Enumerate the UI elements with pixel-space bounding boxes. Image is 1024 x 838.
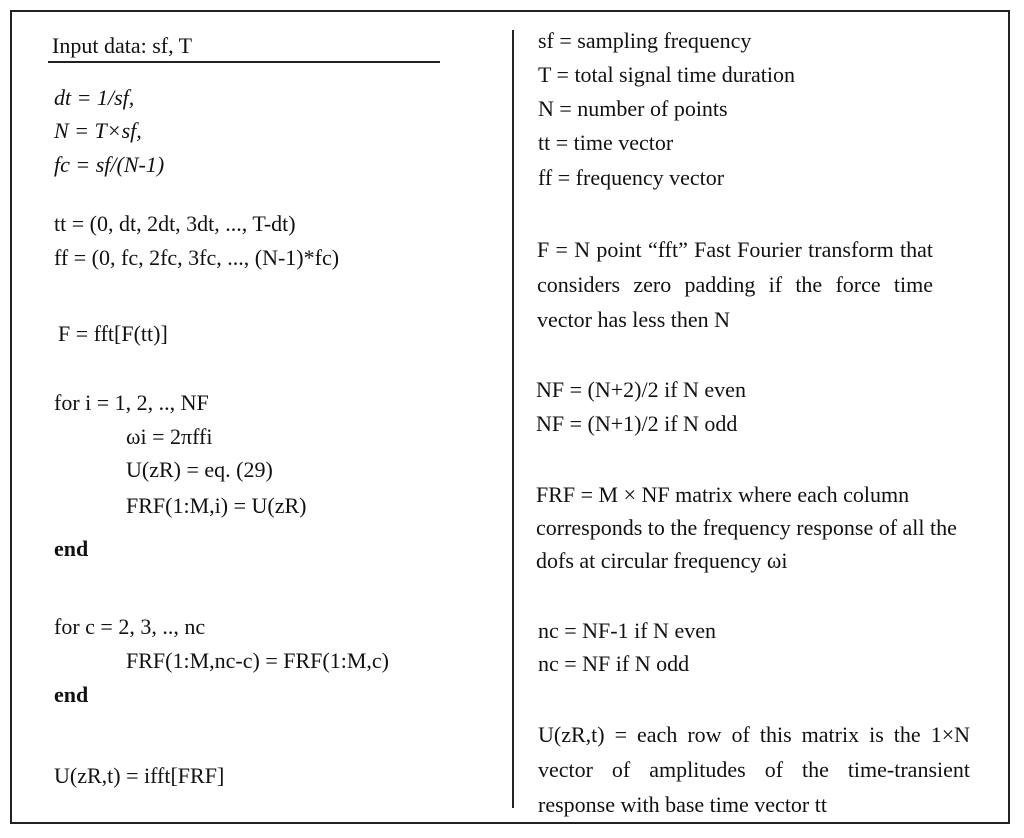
tt-line: tt = (0, dt, 2dt, 3dt, ..., T-dt)	[54, 211, 296, 236]
ff-definition: ff = frequency vector	[538, 165, 725, 190]
column-divider	[512, 30, 514, 808]
input-data-header: Input data: sf, T	[52, 33, 193, 58]
fc-line: fc = sf/(N-1)	[54, 152, 165, 177]
dt-line: dt = 1/sf,	[54, 85, 135, 110]
fbar-line: F = fft[F(tt)]	[58, 321, 168, 346]
tt-definition: tt = time vector	[538, 130, 674, 155]
end-1: end	[54, 536, 89, 561]
N-line: N = T×sf,	[54, 118, 142, 143]
end-2: end	[54, 682, 89, 707]
algorithm-box	[10, 10, 1010, 824]
for-loop-2: for c = 2, 3, .., nc	[54, 614, 206, 639]
nc-odd: nc = NF if N odd	[538, 651, 690, 676]
omega-line: ωi = 2πffi	[126, 424, 213, 449]
fft-definition: F = N point “fft” Fast Fourier transform that considers zero padding if the force time vector has less then N	[537, 237, 933, 332]
frf-copy-line: FRF(1:M,nc-c) = FRF(1:M,c)	[126, 648, 389, 673]
ubar-line: U(zR) = eq. (29)	[126, 457, 273, 482]
nc-even: nc = NF-1 if N even	[538, 618, 716, 643]
sf-definition: sf = sampling frequency	[538, 28, 752, 53]
ff-line: ff = (0, fc, 2fc, 3fc, ..., (N-1)*fc)	[54, 245, 340, 270]
U-definition: U(zR,t) = each row of this matrix is the 1×N vector of amplitudes of the time-transient response with base time vector tt	[538, 722, 970, 817]
frf-assign-line: FRF(1:M,i) = U(zR)	[126, 493, 307, 518]
frf-definition: FRF = M × NF matrix where each column corresponds to the frequency response of all the dofs at circular frequency ωi	[536, 482, 957, 573]
T-definition: T = total signal time duration	[538, 62, 796, 87]
NF-odd: NF = (N+1)/2 if N odd	[536, 411, 738, 436]
N-definition: N = number of points	[538, 96, 728, 121]
ifft-line: U(zR,t) = ifft[FRF]	[54, 763, 225, 788]
header-rule	[48, 61, 440, 63]
NF-even: NF = (N+2)/2 if N even	[536, 377, 746, 402]
for-loop-1: for i = 1, 2, .., NF	[54, 390, 209, 415]
